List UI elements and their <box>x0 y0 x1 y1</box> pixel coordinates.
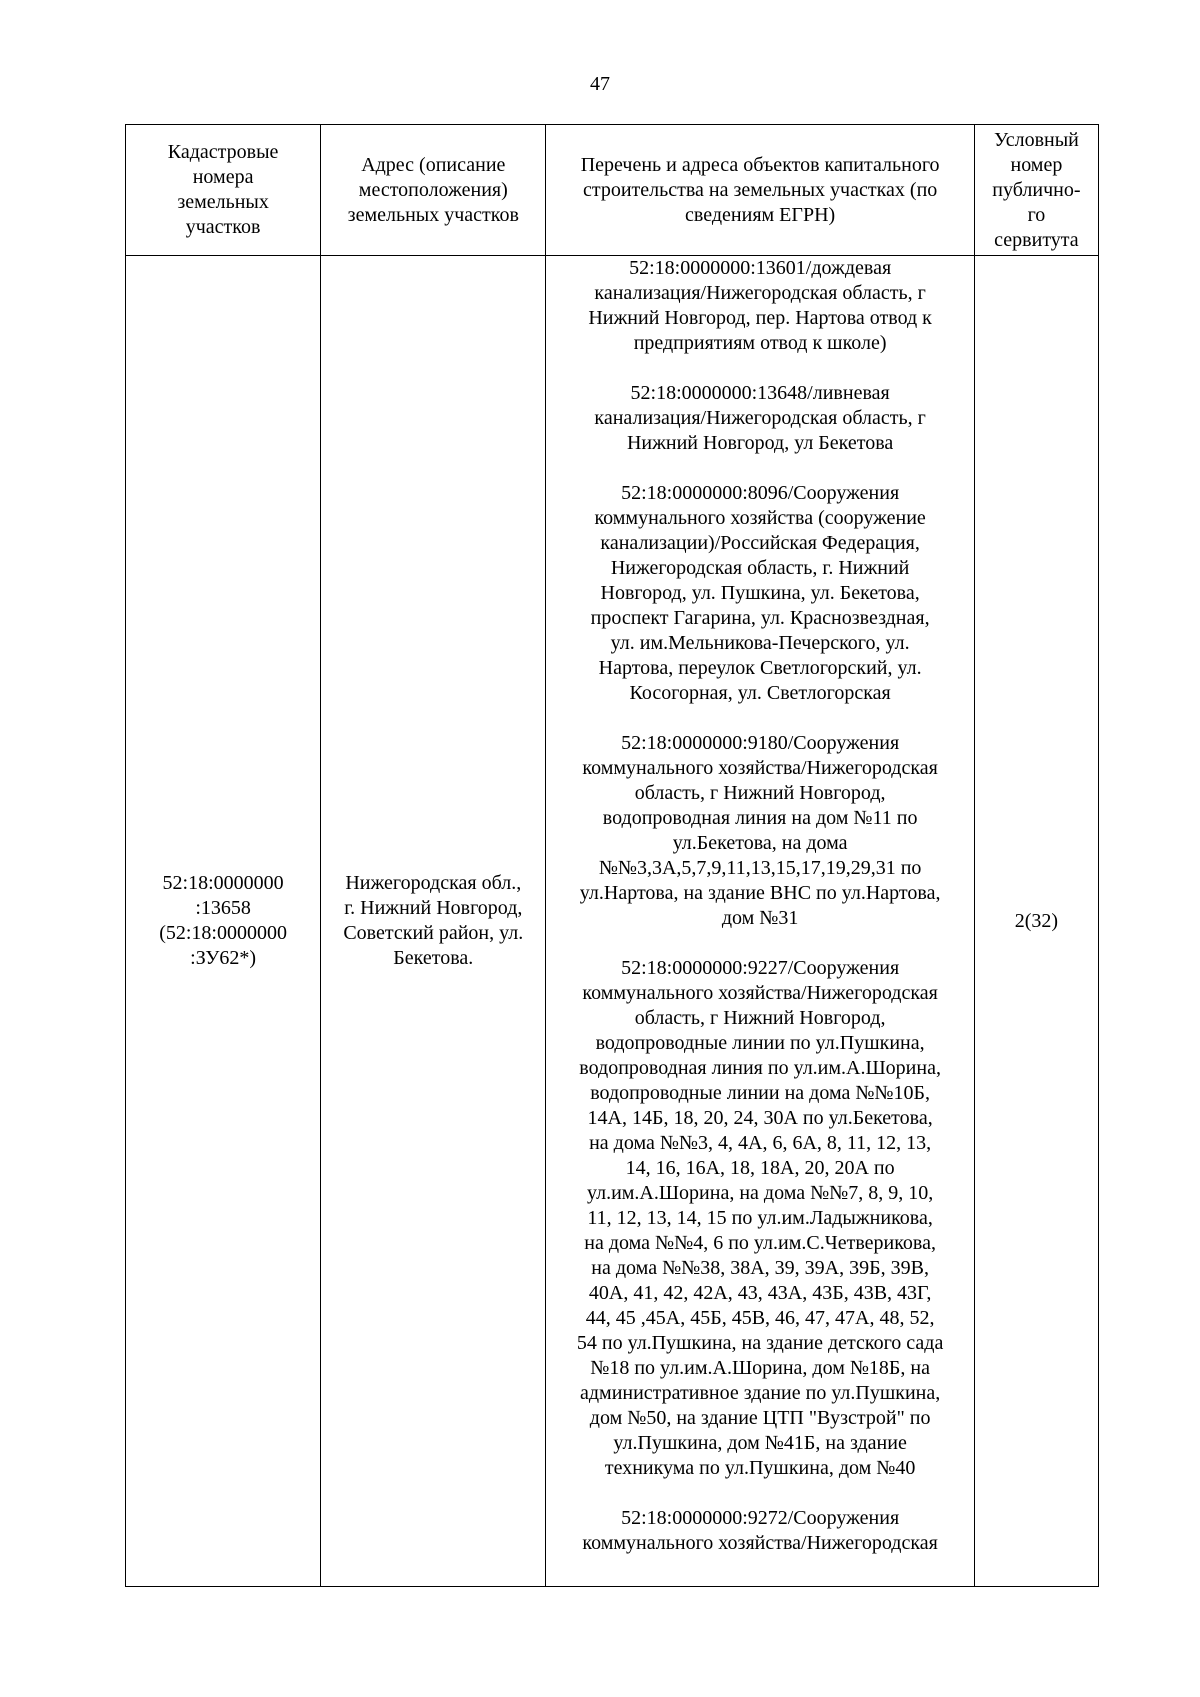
object-entry-line: Косогорная, ул. Светлогорская <box>629 682 891 704</box>
object-entry-line: Новгород, ул. Пушкина, ул. Бекетова, <box>600 582 920 604</box>
text-line: Перечень и адреса объектов капитального <box>580 153 940 176</box>
object-entry-line: канализация/Нижегородская область, г <box>594 407 926 429</box>
text-line: г. Нижний Новгород, <box>344 897 523 919</box>
object-entry-line: 52:18:0000000:9180/Сооружения <box>621 732 900 754</box>
object-entry-line: ул.Бекетова, на дома <box>672 832 848 854</box>
header-cadastral-numbers <box>126 125 321 256</box>
text-line: номер <box>1010 153 1063 176</box>
object-entry-line: ул.Нартова, на здание ВНС по ул.Нартова, <box>579 882 941 904</box>
object-entry-line: Нижний Новгород, пер. Нартова отвод к <box>588 307 932 329</box>
text-line: сведениям ЕГРН) <box>685 203 836 226</box>
object-entry-line: Нартова, переулок Светлогорский, ул. <box>598 657 922 679</box>
object-entry-line: 52:18:0000000:8096/Сооружения <box>621 482 900 504</box>
object-entry-line: канализации)/Российская Федерация, <box>600 532 920 554</box>
text-line: сервитута <box>994 228 1079 251</box>
object-entry-line: 40А, 41, 42, 42А, 43, 43А, 43Б, 43В, 43Г, <box>588 1282 932 1304</box>
header-servitude-number <box>974 125 1098 256</box>
object-entry-line: водопроводные линии на дома №№10Б, <box>590 1082 930 1104</box>
object-entry-line: на дома №№4, 6 по ул.им.С.Четверикова, <box>584 1232 936 1254</box>
text-line: участков <box>185 216 261 238</box>
object-entry-line: дом №31 <box>721 907 799 929</box>
text-line: 2(32) <box>1014 909 1059 932</box>
object-entry-line: 14А, 14Б, 18, 20, 24, 30А по ул.Бекетова, <box>587 1107 933 1129</box>
text-line: Советский район, ул. <box>343 922 524 944</box>
text-line: :13658 <box>195 897 251 919</box>
object-entry-line: техникума по ул.Пушкина, дом №40 <box>604 1457 916 1479</box>
object-entry-line: Нижегородская область, г. Нижний <box>610 557 910 579</box>
object-entry <box>556 1506 963 1556</box>
cell-objects-list <box>546 256 974 1587</box>
object-entry-line: 52:18:0000000:9227/Сооружения <box>621 957 900 979</box>
cell-cadastral-number <box>126 256 321 1587</box>
object-entry-line: 54 по ул.Пушкина, на здание детского сада <box>576 1332 944 1354</box>
text-line: строительства на земельных участках (по <box>582 178 938 201</box>
text-line: Кадастровые <box>167 141 279 163</box>
header-address <box>321 125 546 256</box>
text-line: Нижегородская обл., <box>345 872 522 894</box>
object-entry-line: водопроводная линия на дом №11 по <box>602 807 918 829</box>
text-line: (52:18:0000000 <box>159 922 287 944</box>
object-entry-line: ул.Пушкина, дом №41Б, на здание <box>613 1432 907 1454</box>
object-entry-line: 52:18:0000000:13601/дождевая <box>629 257 892 279</box>
text-line: :ЗУ62*) <box>190 947 257 969</box>
text-line: земельных <box>177 191 269 213</box>
object-entry-line: водопроводные линии по ул.Пушкина, <box>595 1032 925 1054</box>
object-entry <box>556 481 963 706</box>
object-entry <box>556 381 963 456</box>
text-line: местоположения) <box>358 178 508 201</box>
text-line: номера <box>192 166 254 188</box>
object-entry-line: проспект Гагарина, ул. Краснозвездная, <box>590 607 930 629</box>
object-entry-line: №№3,3А,5,7,9,11,13,15,17,19,29,31 по <box>598 857 922 879</box>
object-entry-line: 52:18:0000000:13648/ливневая <box>630 382 890 404</box>
text-line: Бекетова. <box>393 947 474 969</box>
text-line: Условный <box>993 128 1079 151</box>
object-entry-line: Нижний Новгород, ул Бекетова <box>626 432 894 454</box>
object-entry-line: дом №50, на здание ЦТП "Вузстрой" по <box>589 1407 931 1429</box>
page-number: 47 <box>590 73 610 95</box>
object-entry-line: коммунального хозяйства/Нижегородская <box>582 1532 938 1554</box>
object-entry-line: ул. им.Мельникова-Печерского, ул. <box>610 632 910 654</box>
object-entry <box>556 256 963 356</box>
header-objects-list <box>546 125 974 256</box>
cell-servitude-number <box>974 256 1098 1587</box>
text-line: го <box>1027 203 1046 226</box>
servitude-table <box>125 124 1099 1587</box>
object-entry-line: 44, 45 ,45А, 45Б, 45В, 46, 47, 47А, 48, 52, <box>585 1307 935 1329</box>
text-line: Адрес (описание <box>361 153 506 176</box>
object-entry-line: ул.им.А.Шорина, на дома №№7, 8, 9, 10, <box>586 1182 934 1204</box>
text-line: публично- <box>992 178 1081 201</box>
object-entry-line: 14, 16, 16А, 18, 18А, 20, 20А по <box>625 1157 895 1179</box>
objects-list <box>546 256 973 1586</box>
object-entry-line: водопроводная линия по ул.им.А.Шорина, <box>579 1057 941 1079</box>
object-entry-line: предприятиям отвод к школе) <box>633 332 887 354</box>
object-entry-line: на дома №№3, 4, 4А, 6, 6А, 8, 11, 12, 13, <box>589 1132 932 1154</box>
object-entry-line: 11, 12, 13, 14, 15 по ул.им.Ладыжникова, <box>587 1207 933 1229</box>
object-entry-line: №18 по ул.им.А.Шорина, дом №18Б, на <box>590 1357 930 1379</box>
object-entry-line: область, г Нижний Новгород, <box>634 782 886 804</box>
object-entry-line: на дома №№38, 38А, 39, 39А, 39Б, 39В, <box>591 1257 929 1279</box>
text-line: 52:18:0000000 <box>162 872 284 894</box>
object-entry-line: коммунального хозяйства/Нижегородская <box>582 982 938 1004</box>
object-entry-line: коммунального хозяйства/Нижегородская <box>582 757 938 779</box>
object-entry <box>556 956 963 1481</box>
table-header-row <box>126 125 1099 256</box>
object-entry-line: область, г Нижний Новгород, <box>634 1007 886 1029</box>
object-entry-line: 52:18:0000000:9272/Сооружения <box>621 1507 900 1529</box>
text-line: земельных участков <box>347 203 519 226</box>
table-row <box>126 256 1099 1587</box>
object-entry-line: коммунального хозяйства (сооружение <box>594 507 926 529</box>
object-entry-line: административное здание по ул.Пушкина, <box>579 1382 941 1404</box>
cell-address <box>321 256 546 1587</box>
object-entry <box>556 731 963 931</box>
object-entry-line: канализация/Нижегородская область, г <box>594 282 926 304</box>
